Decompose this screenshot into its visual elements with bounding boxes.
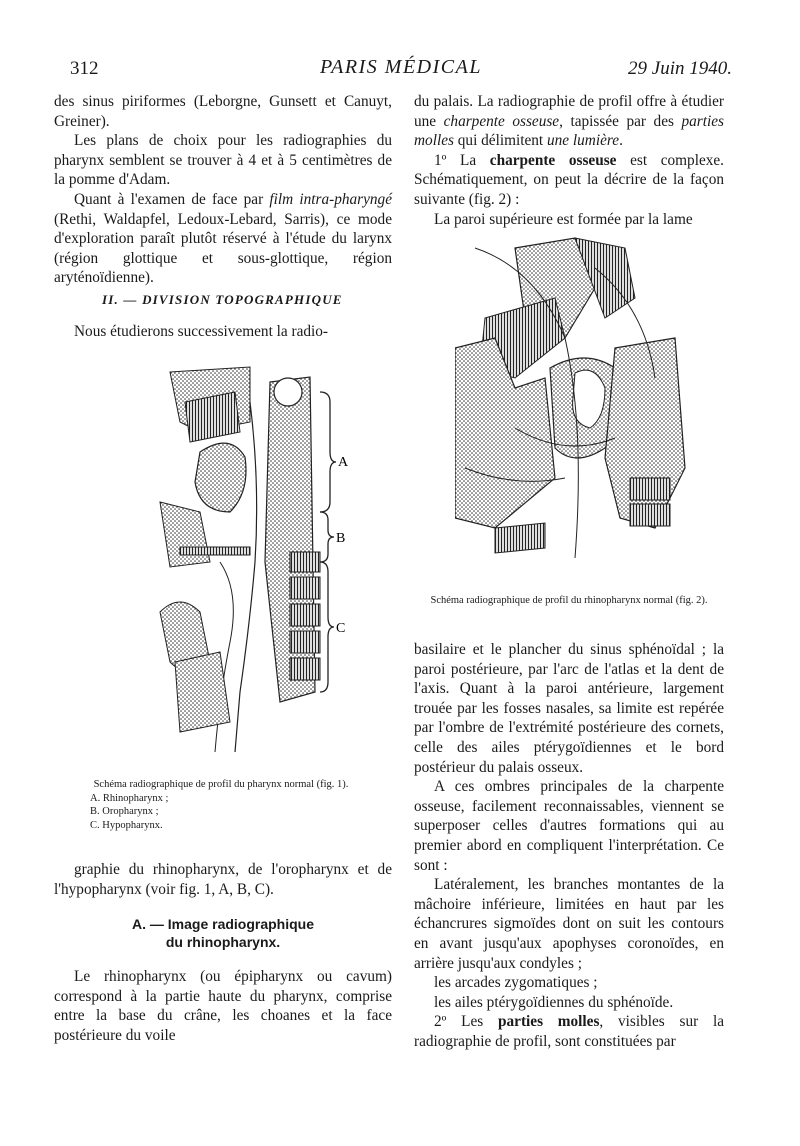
paragraph: les arcades zygomatiques ; [434,974,598,992]
subsection-heading: du rhinopharynx. [165,934,281,951]
paragraph: Quant à l'examen de face par film intra-pharyngé (Rethi, Waldapfel, Ledoux-Lebard, Sarris), ce mode d'exploration paraît plutôt réservé à l'étude du larynx (région glottique et sous-glottique, région aryténoïdienne). [54,190,392,287]
left-column-top [54,92,392,288]
paragraph: les ailes ptérygoïdiennes du sphénoïde. [434,993,674,1011]
left-column-section [54,290,392,341]
figure-2-rhinopharynx-schema [455,228,695,578]
right-column-bottom [414,640,724,1051]
issue-date: 29 Juin 1940. [628,58,732,79]
figure-2-caption [404,594,734,608]
left-column-bottom [54,860,392,1046]
figure-1-pharynx-schema [140,362,380,762]
paragraph: La paroi supérieure est formée par la lame [434,210,693,228]
paragraph: des sinus piriformes (Leborgne, Gunsett et Canuyt, Greiner). [54,93,392,130]
caption-text: Schéma radiographique de profil du rhinopharynx normal (fig. 2). [430,595,708,606]
paragraph: Les plans de choix pour les radiographies du pharynx semblent se trouver à 4 et à 5 centimètres de la pomme d'Adam. [54,132,392,189]
subsection-heading: A. — Image radiographique [131,916,315,933]
section-heading: II. — DIVISION TOPOGRAPHIQUE [102,292,343,307]
paragraph: Le rhinopharynx (ou épipharynx ou cavum) correspond à la partie haute du pharynx, comprise entre la base du crâne, les choanes et la face postérieure du voile [54,968,392,1044]
legend-item: B. Oropharynx ; [90,806,159,817]
paragraph: Nous étudierons successivement la radio- [74,322,329,340]
paragraph: 1º La charpente osseuse est complexe. Schématiquement, on peut la décrire de la façon suivante (fig. 2) : [414,151,724,208]
paragraph: basilaire et le plancher du sinus sphénoïdal ; la paroi postérieure, par l'arc de l'atlas et la dent de l'axis. Quant à la paroi antérieure, largement trouée par les fosses nasales, sa limite est repérée par l'ombre de l'extrémité postérieure des cornets, celle des ailes ptérygoïdiennes et le bord postérieur du palais osseux. [414,641,724,776]
figure-1-caption [76,778,366,832]
figure-1-label-a: A [338,455,349,470]
paragraph: 2º Les parties molles, visibles sur la radiographie de profil, sont constituées par [414,1013,724,1050]
figure-1-label-b: B [336,531,346,546]
right-column-top [414,92,724,229]
paragraph: graphie du rhinopharynx, de l'oropharynx et de l'hypopharynx (voir fig. 1, A, B, C). [54,861,392,898]
caption-text: Schéma radiographique de profil du pharynx normal (fig. 1). [93,779,349,790]
legend-item: C. Hypopharynx. [90,819,163,831]
page-number: 312 [70,58,99,79]
paragraph: du palais. La radiographie de profil offre à étudier une charpente osseuse, tapissée par des parties molles qui délimitent une lumière. [414,93,724,150]
paragraph: A ces ombres principales de la charpente osseuse, facilement reconnaissables, viennent se superposer celles d'autres formations qui au premier abord en compliquent l'interprétation. Ce sont : [414,778,724,874]
paragraph: Latéralement, les branches montantes de la mâchoire inférieure, limitées en haut par les échancrures sigmoïdes dont on suit les contours en avant jusqu'aux apophyses coronoïdes, en arrière jusqu'aux condyles ; [414,876,724,972]
figure-1-label-c: C [336,621,346,636]
journal-title: PARIS MÉDICAL [320,56,482,78]
legend-item: A. Rhinopharynx ; [90,792,169,804]
page-header [70,56,732,86]
